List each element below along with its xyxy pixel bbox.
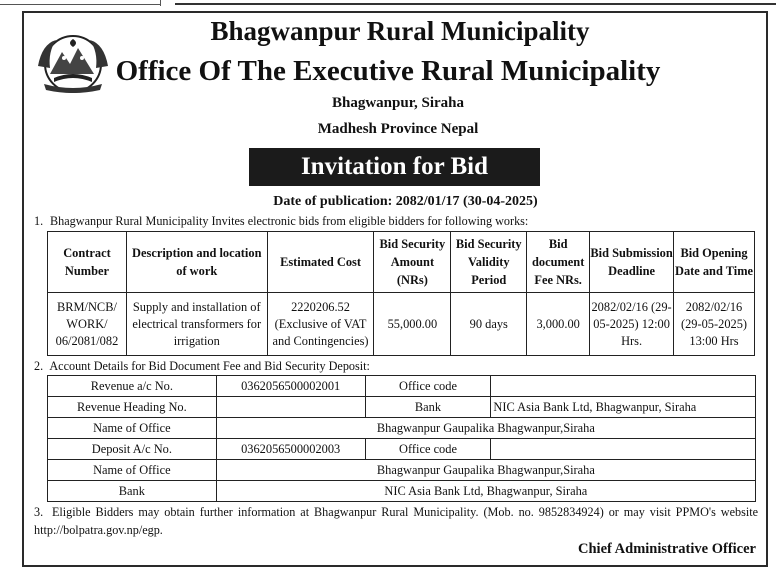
account-table (47, 375, 756, 502)
cell-estimated-cost: 2220206.52 (Exclusive of VAT and Contingencies) (267, 293, 374, 356)
bank-label-2: Bank (48, 481, 217, 502)
notice-title: Invitation for Bid (249, 148, 540, 186)
cell-opening-date: 2082/02/16 (29-05-2025) 13:00 Hrs (674, 293, 755, 356)
table-row (48, 293, 755, 356)
item-text: Eligible Bidders may obtain further information at Bhagwanpur Rural Municipality. (Mob. no. 9852834924) or may visit PPMO's website http://bolpatra.gov.np/egp. (34, 505, 759, 537)
cell-contract-number: BRM/NCB/ WORK/ 06/2081/082 (48, 293, 127, 356)
table-row (48, 460, 756, 481)
office-code-label: Office code (365, 376, 491, 397)
col-header-bid-document-fee: Bid document Fee NRs. (527, 232, 590, 293)
table-row (48, 439, 756, 460)
top-rule (0, 0, 776, 6)
office-code-value-2 (491, 439, 756, 460)
office-code-label-2: Office code (365, 439, 491, 460)
province: Madhesh Province Nepal (317, 121, 479, 137)
office-name-value: Bhagwanpur Gaupalika Bhagwanpur,Siraha (216, 418, 755, 439)
item-2 (34, 359, 370, 374)
table-row (48, 418, 756, 439)
revenue-ac-value: 0362056500002001 (216, 376, 365, 397)
office-name-label: Name of Office (48, 418, 217, 439)
cell-bid-document-fee: 3,000.00 (527, 293, 590, 356)
deposit-ac-label: Deposit A/c No. (48, 439, 217, 460)
address: Bhagwanpur, Siraha (332, 95, 464, 111)
signature: Chief Administrative Officer (578, 541, 756, 557)
item-3 (34, 503, 758, 539)
item-number: 3. (34, 505, 44, 519)
deposit-ac-value: 0362056500002003 (216, 439, 365, 460)
cell-description: Supply and installation of electrical transformers for irrigation (126, 293, 267, 356)
col-header-bid-security-amount: Bid Security Amount (NRs) (374, 232, 451, 293)
table-header-row (48, 232, 755, 293)
col-header-estimated-cost: Estimated Cost (267, 232, 374, 293)
item-text: Account Details for Bid Document Fee and Bid Security Deposit: (49, 359, 370, 373)
bank-value-2: NIC Asia Bank Ltd, Bhagwanpur, Siraha (216, 481, 755, 502)
bid-table (47, 231, 755, 356)
col-header-submission-deadline: Bid Submission Deadline (590, 232, 674, 293)
item-number: 1. (34, 214, 44, 228)
org-name: Bhagwanpur Rural Municipality (210, 16, 590, 46)
item-1 (34, 214, 528, 229)
revenue-heading-label: Revenue Heading No. (48, 397, 217, 418)
table-row (48, 376, 756, 397)
table-row (48, 397, 756, 418)
cell-bid-security-validity: 90 days (451, 293, 527, 356)
item-text: Bhagwanpur Rural Municipality Invites electronic bids from eligible bidders for following works: (50, 214, 529, 228)
office-code-value (491, 376, 756, 397)
revenue-heading-value (216, 397, 365, 418)
col-header-bid-security-validity: Bid Security Validity Period (451, 232, 527, 293)
bank-value: NIC Asia Bank Ltd, Bhagwanpur, Siraha (491, 397, 756, 418)
office-name-value-2: Bhagwanpur Gaupalika Bhagwanpur,Siraha (216, 460, 755, 481)
office-name: Office Of The Executive Rural Municipality (115, 55, 661, 87)
office-name-label-2: Name of Office (48, 460, 217, 481)
item-number: 2. (34, 359, 44, 373)
table-row (48, 481, 756, 502)
col-header-contract-number: Contract Number (48, 232, 127, 293)
publication-date: Date of publication: 2082/01/17 (30-04-2025) (273, 194, 538, 209)
revenue-ac-label: Revenue a/c No. (48, 376, 217, 397)
col-header-description: Description and location of work (126, 232, 267, 293)
col-header-opening-date: Bid Opening Date and Time (674, 232, 755, 293)
cell-submission-deadline: 2082/02/16 (29-05-2025) 12:00 Hrs. (590, 293, 674, 356)
cell-bid-security-amount: 55,000.00 (374, 293, 451, 356)
bank-label: Bank (365, 397, 491, 418)
